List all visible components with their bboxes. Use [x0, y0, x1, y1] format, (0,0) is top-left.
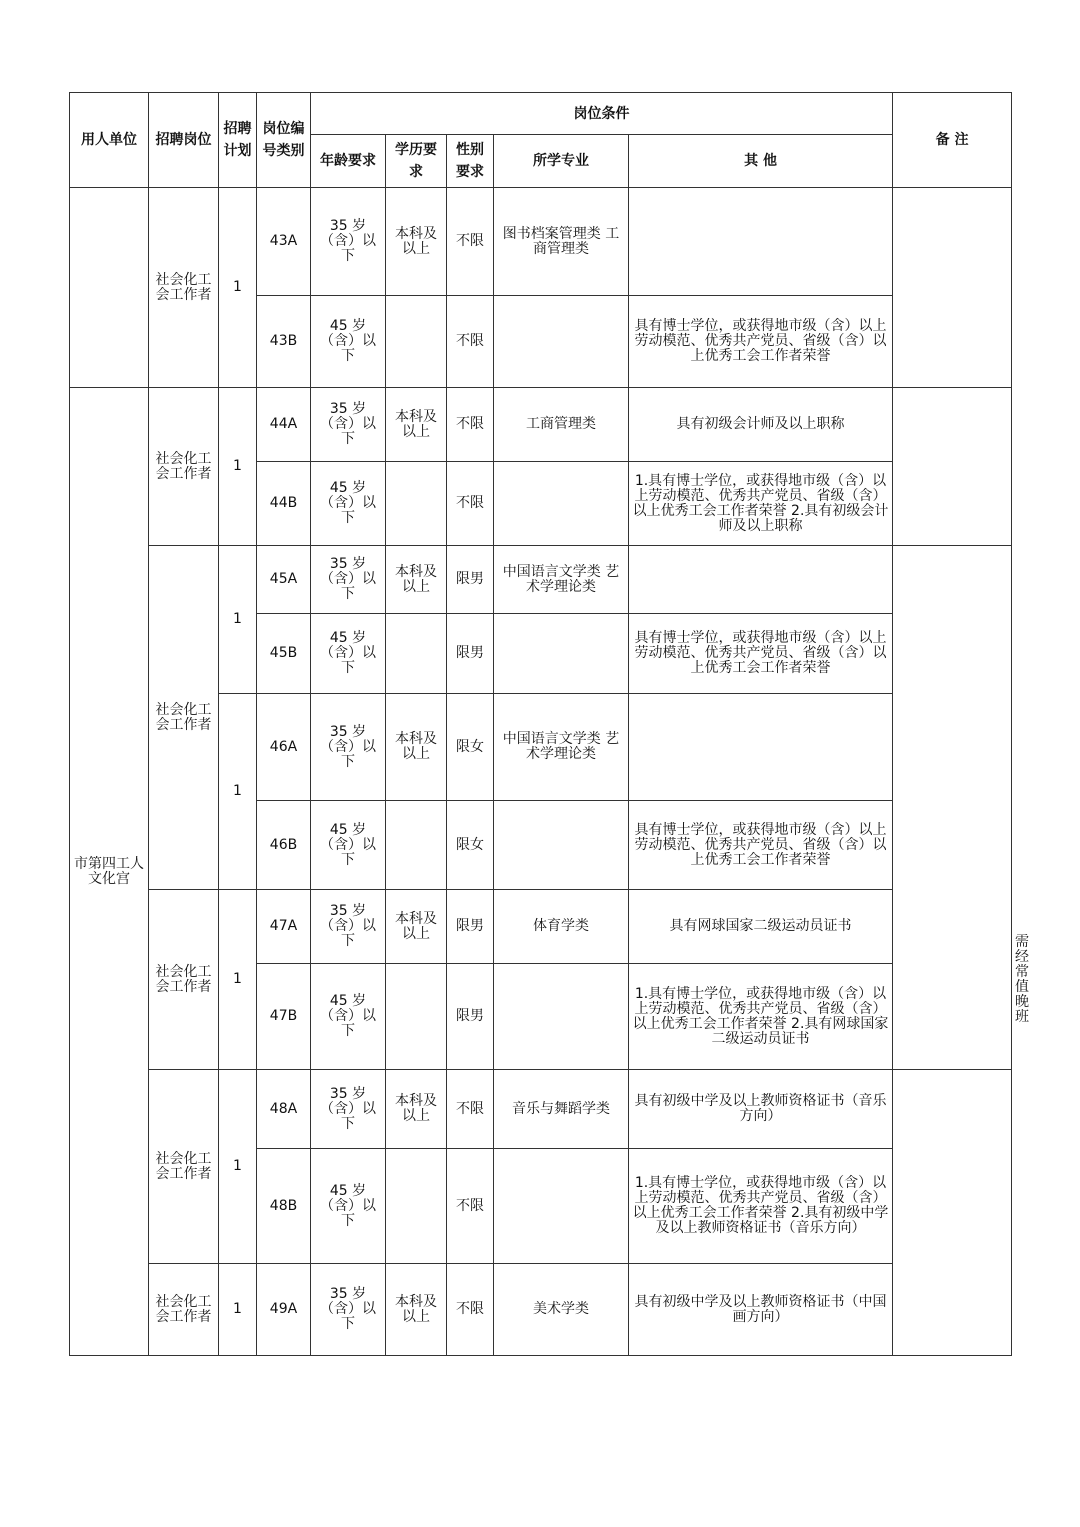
edu-cell: [386, 964, 447, 1070]
gender-cell: 不限: [447, 1149, 494, 1264]
major-cell: 中国语言文学类 艺术学理论类: [494, 546, 629, 614]
code-cell: 48A: [257, 1070, 311, 1149]
age-cell: 45 岁（含）以下: [311, 296, 386, 388]
major-cell: 工商管理类: [494, 388, 629, 462]
gender-cell: 不限: [447, 1264, 494, 1356]
table-row: [70, 188, 1012, 296]
edu-cell: 本科及以上: [386, 546, 447, 614]
age-cell: 35 岁（含）以下: [311, 1070, 386, 1149]
other-cell: 1.具有博士学位，或获得地市级（含）以上劳动模范、优秀共产党员、省级（含）以上优秀工会工作者荣誉 2.具有初级中学及以上教师资格证书（音乐方向）: [629, 1149, 893, 1264]
header-unit: 用人单位: [70, 93, 149, 188]
age-cell: 45 岁（含）以下: [311, 964, 386, 1070]
major-cell: [494, 614, 629, 694]
code-cell: 47B: [257, 964, 311, 1070]
edu-cell: 本科及以上: [386, 1264, 447, 1356]
major-cell: [494, 296, 629, 388]
age-cell: 35 岁（含）以下: [311, 388, 386, 462]
other-cell: 具有博士学位，或获得地市级（含）以上劳动模范、优秀共产党员、省级（含）以上优秀工会工作者荣誉: [629, 801, 893, 890]
recruitment-table: [69, 92, 1030, 1356]
plan-cell: 1: [219, 890, 257, 1070]
post-cell: 社会化工会工作者: [149, 1070, 219, 1264]
code-cell: 45B: [257, 614, 311, 694]
gender-cell: 限女: [447, 801, 494, 890]
other-cell: 具有初级中学及以上教师资格证书（中国画方向）: [629, 1264, 893, 1356]
other-cell: [629, 694, 893, 801]
gender-cell: 不限: [447, 462, 494, 546]
code-cell: 43B: [257, 296, 311, 388]
edu-cell: [386, 462, 447, 546]
edu-cell: 本科及以上: [386, 890, 447, 964]
gender-cell: 不限: [447, 1070, 494, 1149]
major-cell: 体育学类: [494, 890, 629, 964]
other-cell: 具有初级中学及以上教师资格证书（音乐方向）: [629, 1070, 893, 1149]
major-cell: [494, 1149, 629, 1264]
header-code: 岗位编号类别: [257, 93, 311, 188]
other-cell: 1.具有博士学位，或获得地市级（含）以上劳动模范、优秀共产党员、省级（含）以上优秀工会工作者荣誉 2.具有初级会计师及以上职称: [629, 462, 893, 546]
code-cell: 47A: [257, 890, 311, 964]
plan-cell: 1: [219, 388, 257, 546]
major-cell: 音乐与舞蹈学类: [494, 1070, 629, 1149]
other-cell: 具有初级会计师及以上职称: [629, 388, 893, 462]
header-major: 所学专业: [494, 135, 629, 188]
edu-cell: 本科及以上: [386, 188, 447, 296]
post-cell: 社会化工会工作者: [149, 1264, 219, 1356]
other-cell: 具有博士学位，或获得地市级（含）以上劳动模范、优秀共产党员、省级（含）以上优秀工会工作者荣誉: [629, 296, 893, 388]
header-edu: 学历要求: [386, 135, 447, 188]
gender-cell: 限女: [447, 694, 494, 801]
plan-cell: 1: [219, 1070, 257, 1264]
age-cell: 35 岁（含）以下: [311, 694, 386, 801]
post-cell: 社会化工会工作者: [149, 188, 219, 388]
header-row-1: [70, 93, 1012, 135]
gender-cell: 限男: [447, 964, 494, 1070]
edu-cell: 本科及以上: [386, 388, 447, 462]
other-cell: 1.具有博士学位，或获得地市级（含）以上劳动模范、优秀共产党员、省级（含）以上优秀工会工作者荣誉 2.具有网球国家二级运动员证书: [629, 964, 893, 1070]
major-cell: 中国语言文学类 艺术学理论类: [494, 694, 629, 801]
other-cell: [629, 546, 893, 614]
other-cell: 具有博士学位，或获得地市级（含）以上劳动模范、优秀共产党员、省级（含）以上优秀工会工作者荣誉: [629, 614, 893, 694]
header-other: 其 他: [629, 135, 893, 188]
post-cell: 社会化工会工作者: [149, 546, 219, 890]
other-cell: [629, 188, 893, 296]
code-cell: 48B: [257, 1149, 311, 1264]
code-cell: 49A: [257, 1264, 311, 1356]
edu-cell: [386, 801, 447, 890]
gender-cell: 不限: [447, 188, 494, 296]
plan-cell: 1: [219, 188, 257, 388]
plan-cell: 1: [219, 694, 257, 890]
table-row: 社会化工会工作者 1 47A 35 岁（含）以下 本科及以上 限男 体育学类 具有网球国家二级运动员证书 需经常值晚班: [70, 890, 1012, 964]
age-cell: 35 岁（含）以下: [311, 1264, 386, 1356]
header-plan: 招聘计划: [219, 93, 257, 188]
code-cell: 44B: [257, 462, 311, 546]
code-cell: 43A: [257, 188, 311, 296]
code-cell: 46B: [257, 801, 311, 890]
major-cell: [494, 462, 629, 546]
age-cell: 35 岁（含）以下: [311, 546, 386, 614]
age-cell: 35 岁（含）以下: [311, 890, 386, 964]
table-row: [70, 1264, 1012, 1356]
code-cell: 46A: [257, 694, 311, 801]
edu-cell: 本科及以上: [386, 694, 447, 801]
gender-cell: 不限: [447, 388, 494, 462]
table-row: [70, 546, 1012, 614]
major-cell: 图书档案管理类 工商管理类: [494, 188, 629, 296]
unit-cell-empty: [70, 188, 149, 388]
major-cell: [494, 801, 629, 890]
table-row: [70, 388, 1012, 462]
age-cell: 45 岁（含）以下: [311, 462, 386, 546]
gender-cell: 限男: [447, 614, 494, 694]
gender-cell: 限男: [447, 546, 494, 614]
remark-cell: [893, 1070, 1012, 1356]
header-conditions: 岗位条件: [311, 93, 893, 135]
edu-cell: [386, 296, 447, 388]
code-cell: 45A: [257, 546, 311, 614]
age-cell: 45 岁（含）以下: [311, 614, 386, 694]
header-age: 年龄要求: [311, 135, 386, 188]
unit-name-cell: 市第四工人文化宫: [70, 388, 149, 1356]
age-cell: 35 岁（含）以下: [311, 188, 386, 296]
table-row: [70, 1070, 1012, 1149]
edu-cell: [386, 1149, 447, 1264]
header-post: 招聘岗位: [149, 93, 219, 188]
remark-cell: [893, 546, 1012, 1070]
header-gender: 性别要求: [447, 135, 494, 188]
code-cell: 44A: [257, 388, 311, 462]
remark-cell: [893, 188, 1012, 388]
post-cell: 社会化工会工作者: [149, 388, 219, 546]
age-cell: 45 岁（含）以下: [311, 801, 386, 890]
major-cell: 美术学类: [494, 1264, 629, 1356]
gender-cell: 限男: [447, 890, 494, 964]
age-cell: 45 岁（含）以下: [311, 1149, 386, 1264]
plan-cell: 1: [219, 546, 257, 694]
header-remark: 备 注: [893, 93, 1012, 188]
plan-cell: 1: [219, 1264, 257, 1356]
edu-cell: [386, 614, 447, 694]
other-cell: 具有网球国家二级运动员证书: [629, 890, 893, 964]
major-cell: [494, 964, 629, 1070]
remark-cell: [893, 388, 1012, 546]
edu-cell: 本科及以上: [386, 1070, 447, 1149]
gender-cell: 不限: [447, 296, 494, 388]
post-cell: 社会化工会工作者: [149, 890, 219, 1070]
